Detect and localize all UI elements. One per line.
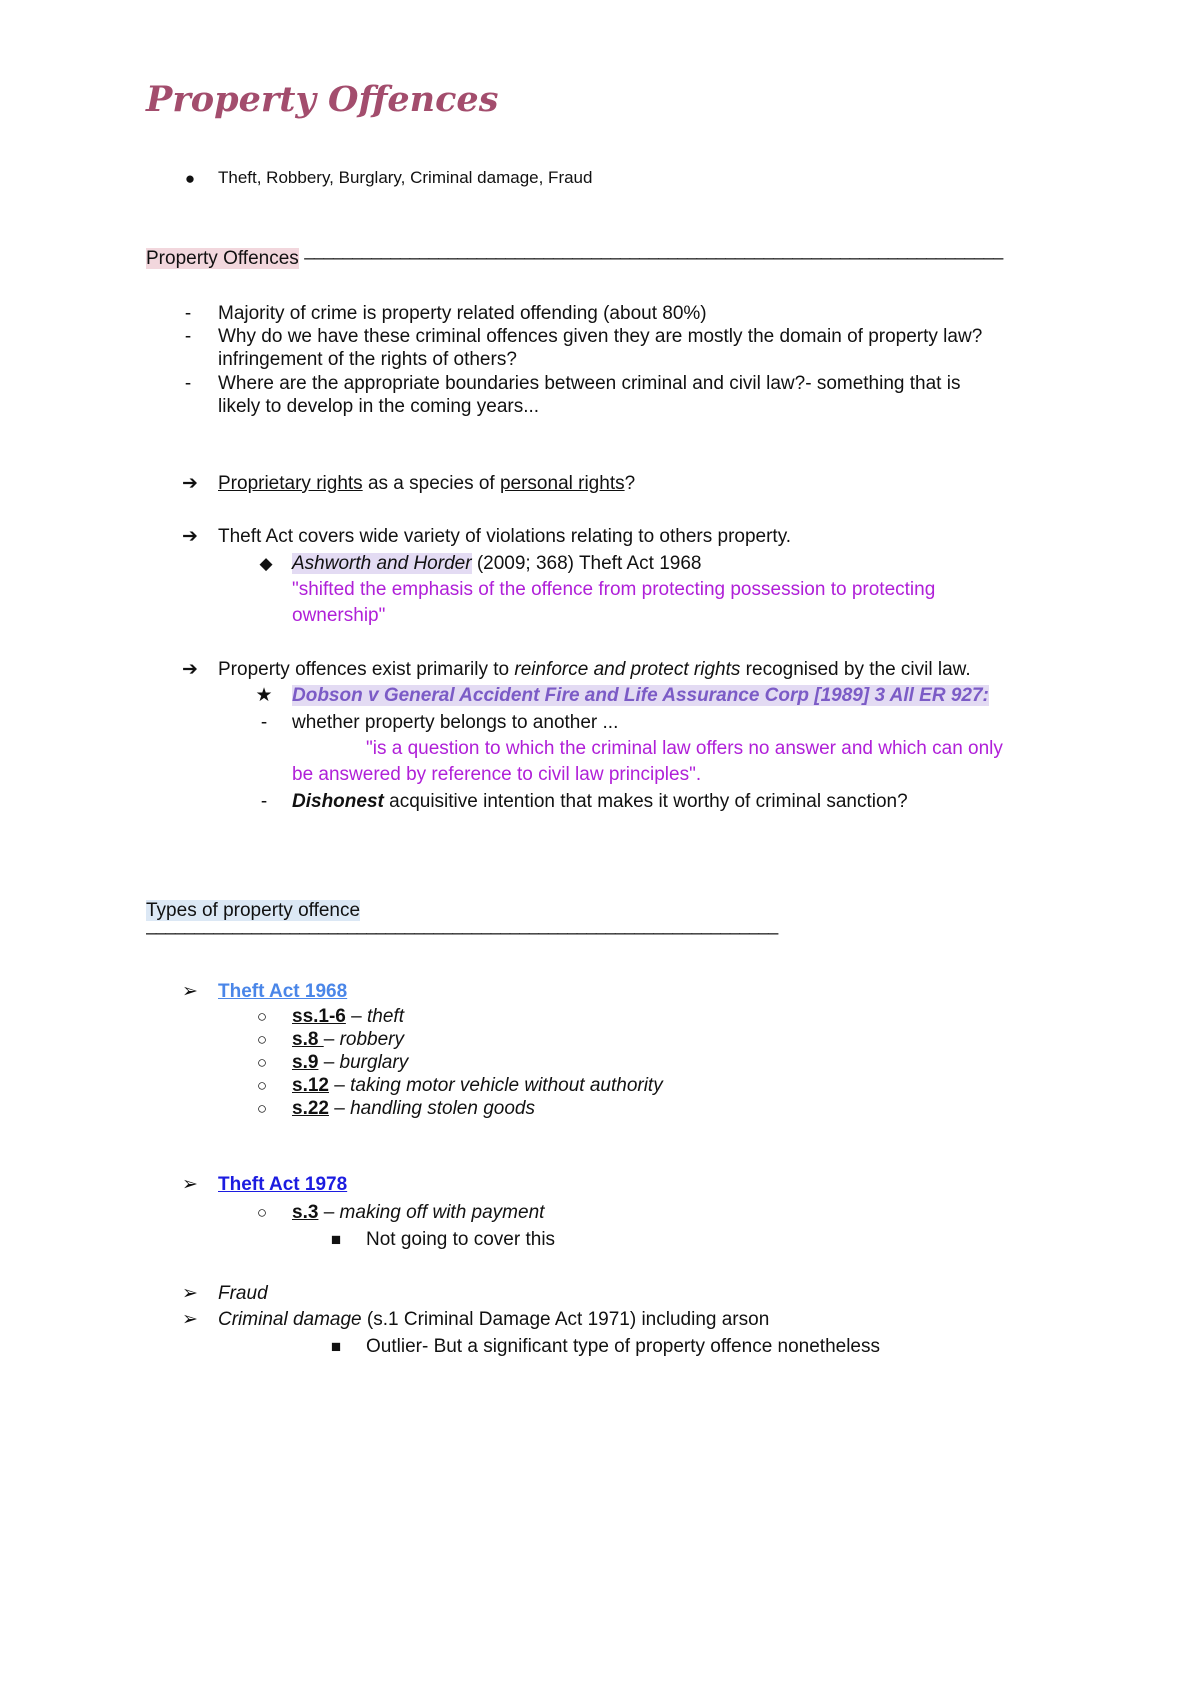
square-bullet-icon: ■ (330, 1230, 342, 1249)
text-part: Property offences exist primarily to (218, 659, 515, 680)
arrow-icon: ➔ (182, 473, 198, 494)
en-dash: – (328, 1098, 351, 1119)
text-part: acquisitive intention that makes it worthy of criminal sanction? (383, 791, 908, 812)
intro-bullet-text: Theft, Robbery, Burglary, Criminal damage, Fraud (218, 168, 593, 187)
en-dash: – (328, 1075, 351, 1096)
section-number: ss.1-6 (292, 1006, 346, 1027)
criminal-damage-item (218, 1308, 769, 1331)
point-text: likely to develop in the coming years... (218, 396, 540, 417)
arrow-point-theft-act: Theft Act covers wide variety of violations relating to others property. (218, 526, 792, 547)
case-name: Dobson v General Accident Fire and Life Assurance Corp [1989] 3 All ER 927: (292, 685, 989, 706)
citation-ashworth-horder (292, 552, 701, 575)
circle-bullet-icon: ○ (256, 1053, 268, 1072)
en-dash: – (318, 1202, 340, 1223)
criminal-damage-term: Criminal damage (218, 1309, 362, 1330)
section-rule: ––––––––––––––––––––––––––––––––––––––––––––––––––––––––––––––––––––––––– (304, 248, 1003, 269)
proprietary-rights-term: Proprietary rights (218, 473, 363, 494)
section-desc: theft (367, 1006, 404, 1027)
section-desc: robbery (339, 1029, 404, 1050)
author-name: Ashworth and Horder (292, 553, 472, 574)
section-number: s.22 (292, 1098, 329, 1119)
quote-line: ownership" (292, 605, 386, 626)
personal-rights-term: personal rights (499, 473, 625, 494)
quote-line: "is a question to which the criminal law offers no answer and which can only (366, 738, 1003, 759)
bullet-dot-icon: ● (184, 169, 196, 188)
en-dash: – (345, 1006, 367, 1027)
dash-point-dishonest (292, 790, 908, 813)
connector-text: as a species of (362, 473, 500, 494)
theft-act-1968-link[interactable] (218, 980, 347, 1003)
circle-bullet-icon: ○ (256, 1007, 268, 1026)
dishonest-term: Dishonest (292, 791, 384, 812)
citation-rest: (2009; 368) Theft Act 1968 (471, 553, 702, 574)
section-number: s.12 (292, 1075, 329, 1096)
section-item (292, 1028, 404, 1051)
fraud-item: Fraud (218, 1283, 268, 1304)
section-desc: handling stolen goods (350, 1098, 535, 1119)
dash-icon: - (260, 791, 268, 812)
dash-icon: - (184, 373, 192, 394)
point-text: Majority of crime is property related offending (about 80%) (218, 303, 707, 324)
theft-act-1978-link[interactable] (218, 1173, 347, 1196)
section-desc: taking motor vehicle without authority (350, 1075, 663, 1096)
section-heading-types (146, 899, 360, 922)
chevron-icon: ➢ (182, 1283, 198, 1304)
circle-bullet-icon: ○ (256, 1099, 268, 1118)
section-number: s.3 (292, 1202, 319, 1223)
section-item (292, 1097, 535, 1120)
section-item (292, 1074, 663, 1097)
section-rule: –––––––––––––––––––––––––––––––––––––––––––––––––––––––––––––––––– (146, 923, 778, 944)
point-text: Where are the appropriate boundaries between criminal and civil law?- something that is (218, 373, 961, 394)
dash-icon: - (184, 326, 192, 347)
question-mark: ? (624, 473, 636, 494)
diamond-icon: ◆ (259, 554, 273, 573)
en-dash: – (318, 1052, 340, 1073)
circle-bullet-icon: ○ (256, 1030, 268, 1049)
section-item (292, 1201, 544, 1224)
link-label[interactable]: Theft Act 1978 (218, 1174, 348, 1195)
section-item (292, 1005, 404, 1028)
section-heading-label: Property Offences (146, 248, 299, 269)
quote-line: "shifted the emphasis of the offence from protecting possession to protecting (292, 579, 936, 600)
chevron-icon: ➢ (182, 981, 198, 1002)
dash-point-text: whether property belongs to another ... (292, 712, 619, 733)
section-number: s.9 (292, 1052, 319, 1073)
circle-bullet-icon: ○ (256, 1203, 268, 1222)
en-dash: – (323, 1029, 340, 1050)
section-number: s.8 (292, 1029, 324, 1050)
page-title: Property Offences (146, 79, 499, 120)
dash-icon: - (260, 712, 268, 733)
circle-bullet-icon: ○ (256, 1076, 268, 1095)
dash-icon: - (184, 303, 192, 324)
note-text: Outlier- But a significant type of property offence nonetheless (366, 1336, 881, 1357)
note-text: Not going to cover this (366, 1229, 556, 1250)
square-bullet-icon: ■ (330, 1337, 342, 1356)
point-text: Why do we have these criminal offences given they are mostly the domain of property law? (218, 326, 983, 347)
section-desc: making off with payment (339, 1202, 545, 1223)
point-text: infringement of the rights of others? (218, 349, 517, 370)
section-desc: burglary (339, 1052, 409, 1073)
arrow-icon: ➔ (182, 526, 198, 547)
link-label[interactable]: Theft Act 1968 (218, 981, 348, 1002)
arrow-point-civil-law (218, 658, 971, 681)
chevron-icon: ➢ (182, 1309, 198, 1330)
section-heading-property-offences (146, 247, 1002, 270)
section-heading-label: Types of property offence (146, 900, 361, 921)
text-part: (s.1 Criminal Damage Act 1971) including arson (361, 1309, 770, 1330)
text-part: recognised by the civil law. (740, 659, 971, 680)
quote-line: be answered by reference to civil law principles". (292, 764, 702, 785)
section-item (292, 1051, 408, 1074)
chevron-icon: ➢ (182, 1174, 198, 1195)
case-citation-dobson (292, 684, 989, 707)
emphasis-text: reinforce and protect rights (514, 659, 741, 680)
arrow-icon: ➔ (182, 659, 198, 680)
star-icon: ★ (255, 685, 273, 706)
arrow-point-rights (218, 472, 635, 495)
